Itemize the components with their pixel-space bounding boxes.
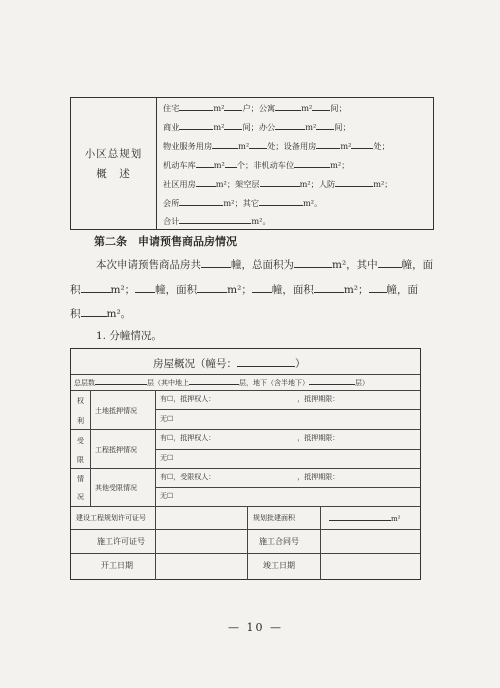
community-planning-table [70,97,434,230]
paragraph-line-1: 本次申请预售商品房共 幢，总面积为 m²，其中 幢，面 [96,256,433,272]
planning-permit-label: 建设工程规划许可证号 [76,514,146,522]
other-restriction-label: 其他受限情况 [95,484,137,492]
completion-date-label: 竣工日期 [263,561,295,570]
total-floors-row: 总层数 层（其中地上 层，地下（含半地下） 层） [74,379,369,387]
rights-char-6: 况 [77,493,84,501]
subsection-heading: 1. 分幢情况。 [96,330,162,342]
rights-char-2: 利 [77,417,84,425]
project-mortgage-label: 工程抵押情况 [95,446,137,454]
other-restriction-no[interactable]: 无☐ [160,492,174,500]
rights-char-5: 情 [77,475,84,483]
table-divider [156,98,157,229]
summary-row-garage: 机动车库 m² 个；非机动车位 m²； [163,160,350,170]
land-mortgage-label: 土地抵押情况 [95,407,137,415]
summary-row-community: 社区用房 m²；架空层 m²；人防 m²； [163,179,393,189]
summary-row-commercial: 商业 m² 间；办公 m² 间； [163,122,351,132]
other-restriction-yes[interactable]: 有☐，受限权人： ，抵押期限： [160,473,340,481]
project-mortgage-yes[interactable]: 有☐，抵押权人： ，抵押期限： [160,434,340,442]
construction-contract-label: 施工合同号 [259,537,299,546]
summary-row-housing: 住宅 m² 户；公寓 m² 间； [163,103,347,113]
summary-header-line1: 小区总规划 [84,148,143,160]
article-heading: 第二条 申请预售商品房情况 [94,235,237,248]
approved-area-label: 规划批建面积 [253,514,295,522]
building-overview-table [70,348,421,580]
summary-row-total: 合计 m²。 [163,216,271,226]
summary-row-property-service: 物业服务用房 m² 处；设备用房 m² 处； [163,141,390,151]
approved-area-value[interactable]: m² [329,513,400,523]
rights-char-4: 限 [77,456,84,464]
construction-permit-label: 施工许可证号 [97,537,145,546]
page-number: — 10 — [228,621,283,634]
paragraph-line-3: 积 m²。 [70,305,131,321]
rights-char-1: 权 [77,397,84,405]
paragraph-line-2: 积 m²； 幢，面积 m²； 幢，面积 m²； 幢，面 [70,281,418,297]
building-title: 房屋概况（幢号： ） [153,355,306,371]
project-mortgage-no[interactable]: 无☐ [160,454,174,462]
land-mortgage-yes[interactable]: 有☐，抵押权人： ，抵押期限： [160,395,340,403]
rights-char-3: 受 [77,437,84,445]
summary-header-line2: 概 述 [96,168,131,180]
summary-row-clubhouse: 会所 m²；其它 m²。 [163,198,323,208]
land-mortgage-no[interactable]: 无☐ [160,415,174,423]
start-date-label: 开工日期 [101,561,133,570]
